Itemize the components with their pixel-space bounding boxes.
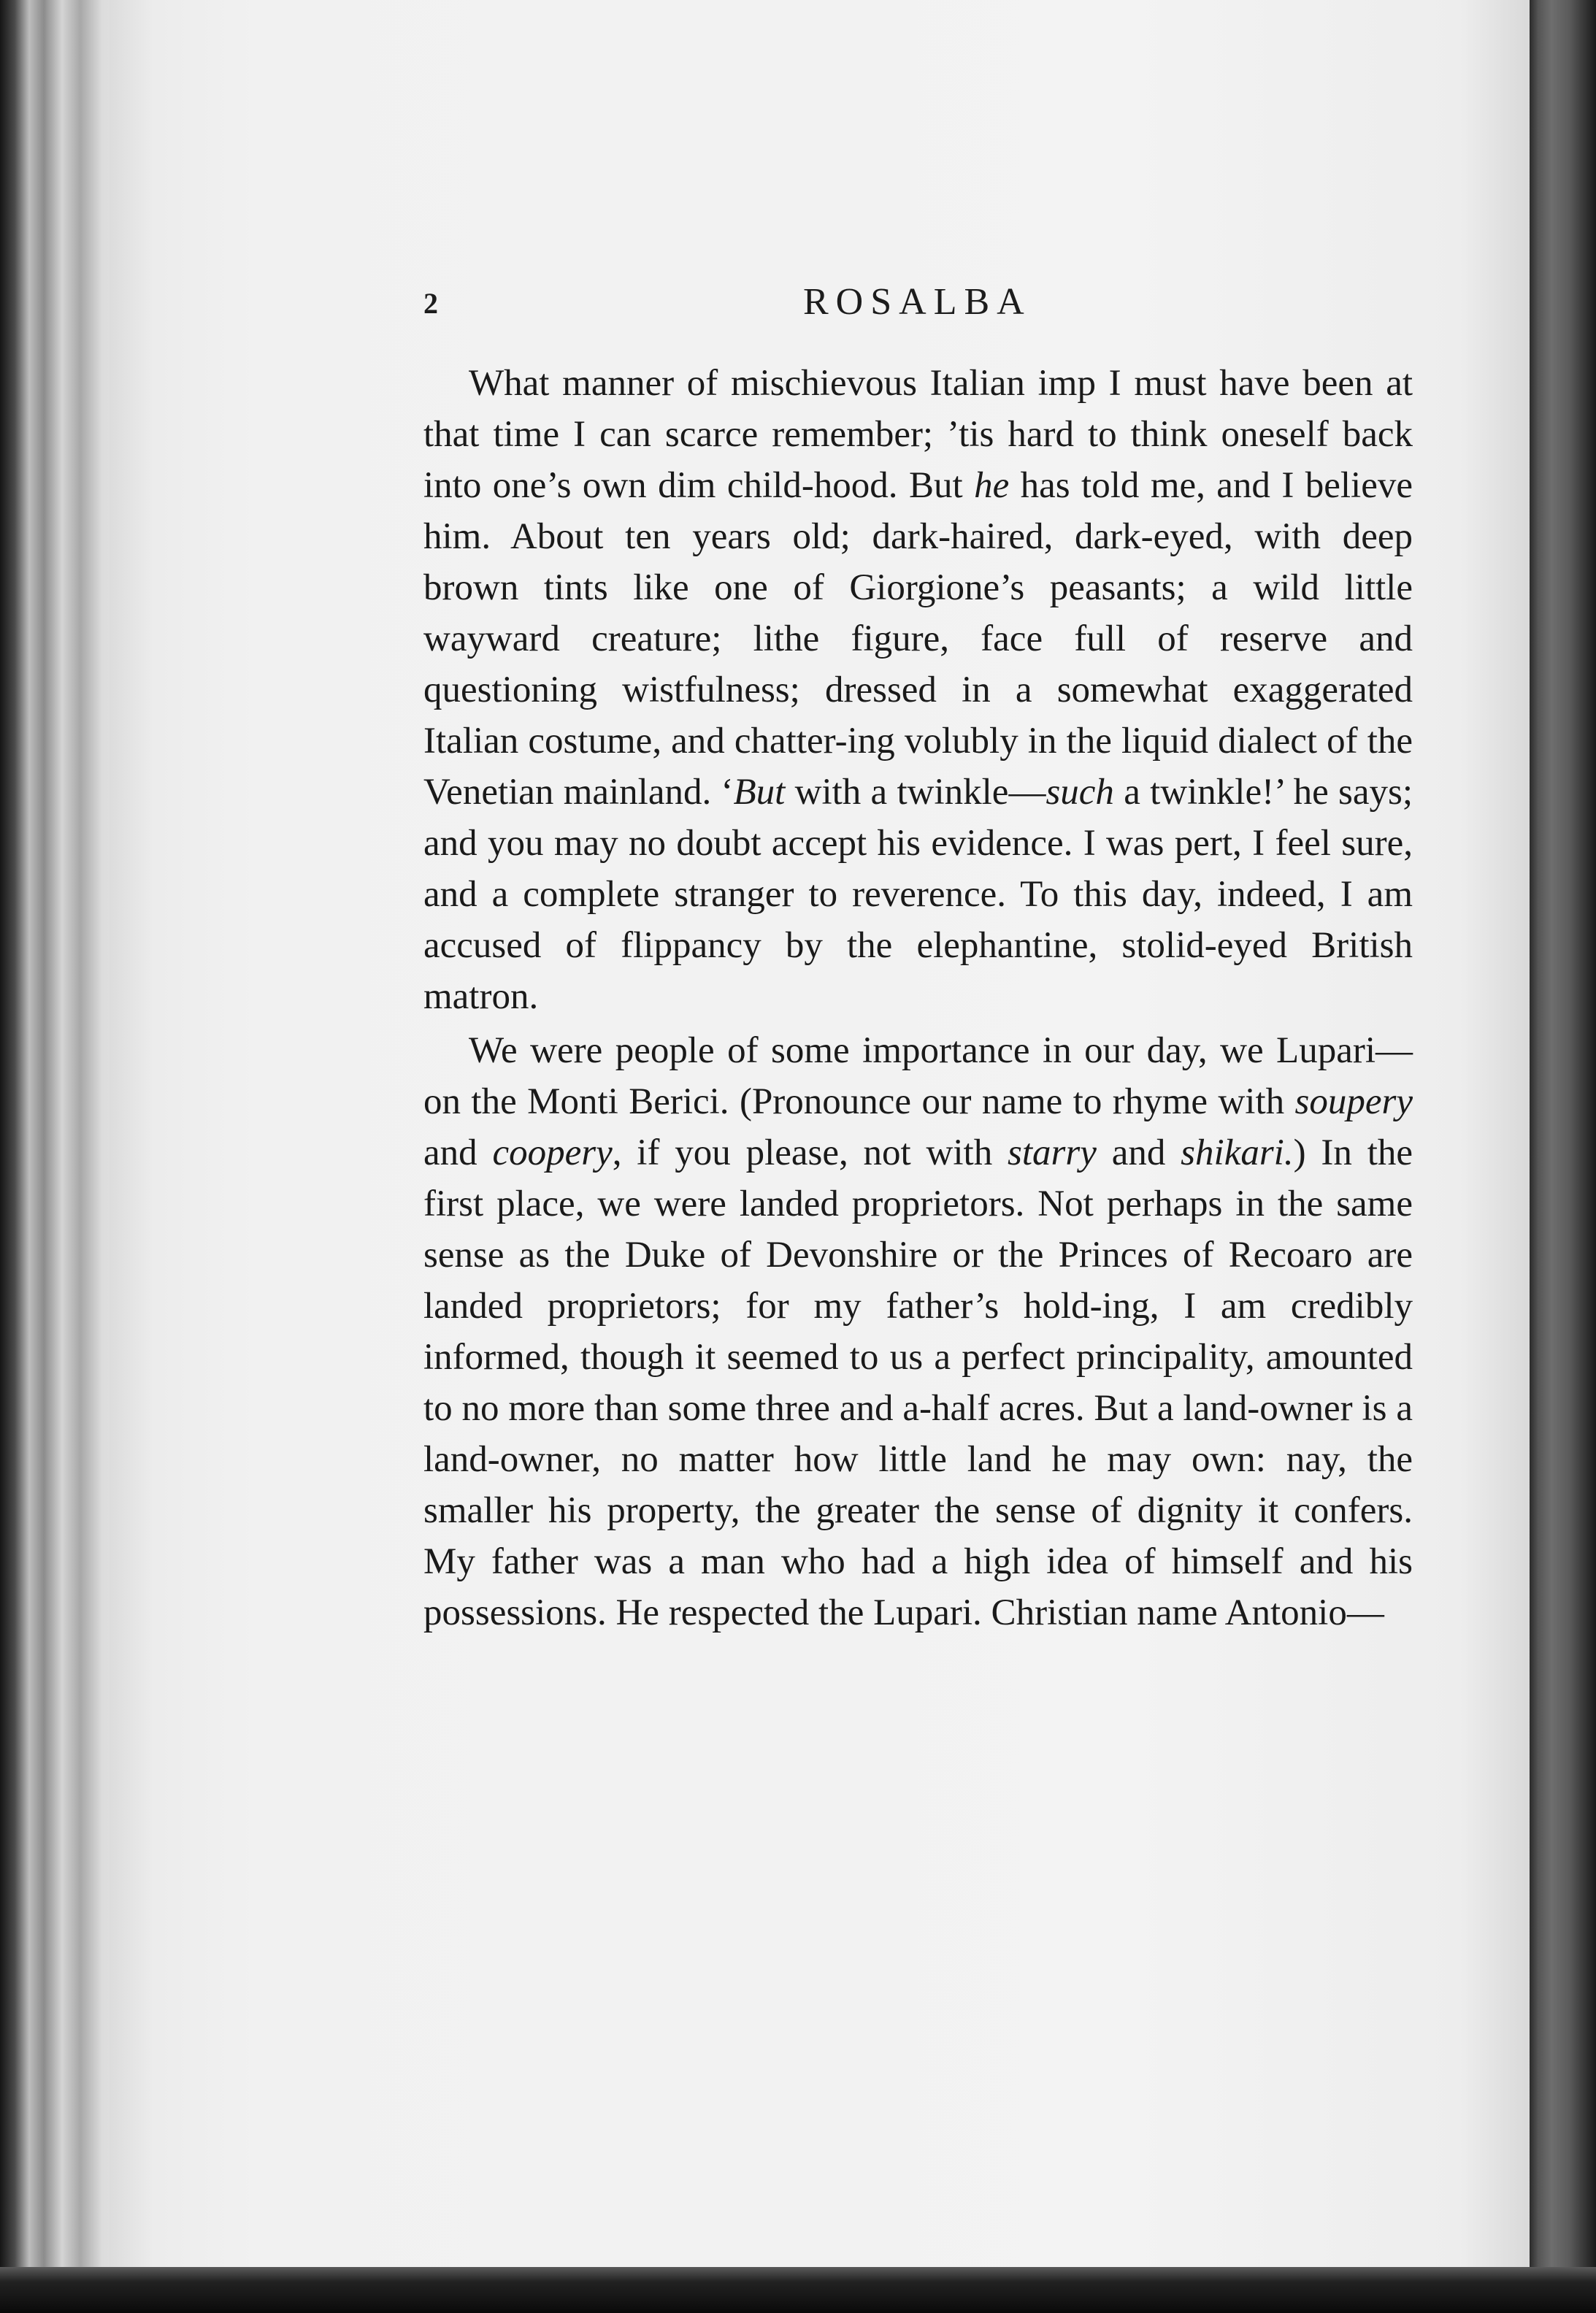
italic-text: such — [1046, 772, 1114, 813]
text-run: ) In the first place, we were landed proprietors. Not perhaps in the same sense as the Duke of Devonshire or the Princes of Recoaro are landed proprietors; for my father’s hold-ing, I am credibly informed, though it seemed to us a perfect principality, amounted to no more than some three and a-half acres. But a land-owner is a land-owner, no matter how little land he may own: nay, the smaller his property, the greater the sense of dignity it confers. My father was a man who had a high idea of himself and his possessions. He respected the Lupari. Christian name Antonio— — [423, 1132, 1413, 1633]
paragraph — [423, 1025, 1413, 1638]
text-run: has told me, and I believe him. About ten years old; dark-haired, dark-eyed, with deep brown tints like one of Giorgione’s peasants; a wild little wayward creature; lithe figure, face full of reserve and questioning wistfulness; dressed in a somewhat exaggerated Italian costume, and chatter-ing volubly in the liquid dialect of the Venetian mainland. ‘ — [423, 465, 1413, 813]
page-stack-edge — [1530, 0, 1596, 2313]
italic-text: coopery — [492, 1132, 613, 1173]
italic-text: starry — [1008, 1132, 1097, 1173]
text-run: a twinkle!’ he says; and you may no doubt accept his evidence. I was pert, I feel sure, and a complete stranger to reverence. To this day, indeed, I am accused of flippancy by the elephantine, stolid-eyed British matron. — [423, 772, 1413, 1017]
paragraph — [423, 358, 1413, 1022]
page-bottom-shadow — [0, 2267, 1596, 2313]
text-run: with a twinkle— — [785, 772, 1046, 813]
text-run: and — [1096, 1132, 1181, 1173]
text-run: , if you please, not with — [612, 1132, 1008, 1173]
body-text — [423, 358, 1413, 1638]
italic-text: shikari. — [1181, 1132, 1294, 1173]
text-run: We were people of some importance in our day, we Lupari—on the Monti Berici. (Pronounce our name to rhyme with — [423, 1030, 1413, 1122]
page-number: 2 — [423, 287, 438, 320]
text-run: and — [423, 1132, 493, 1173]
italic-text: soupery — [1294, 1081, 1413, 1122]
text-run: What manner of mischievous Italian imp I must have been at that time I can scarce remember; ’tis hard to think oneself back into one’s own dim child-hood. But — [423, 363, 1413, 506]
running-head: ROSALBA — [803, 281, 1032, 323]
page-header — [423, 280, 1416, 331]
italic-text: he — [974, 465, 1010, 506]
italic-text: But — [733, 772, 786, 813]
